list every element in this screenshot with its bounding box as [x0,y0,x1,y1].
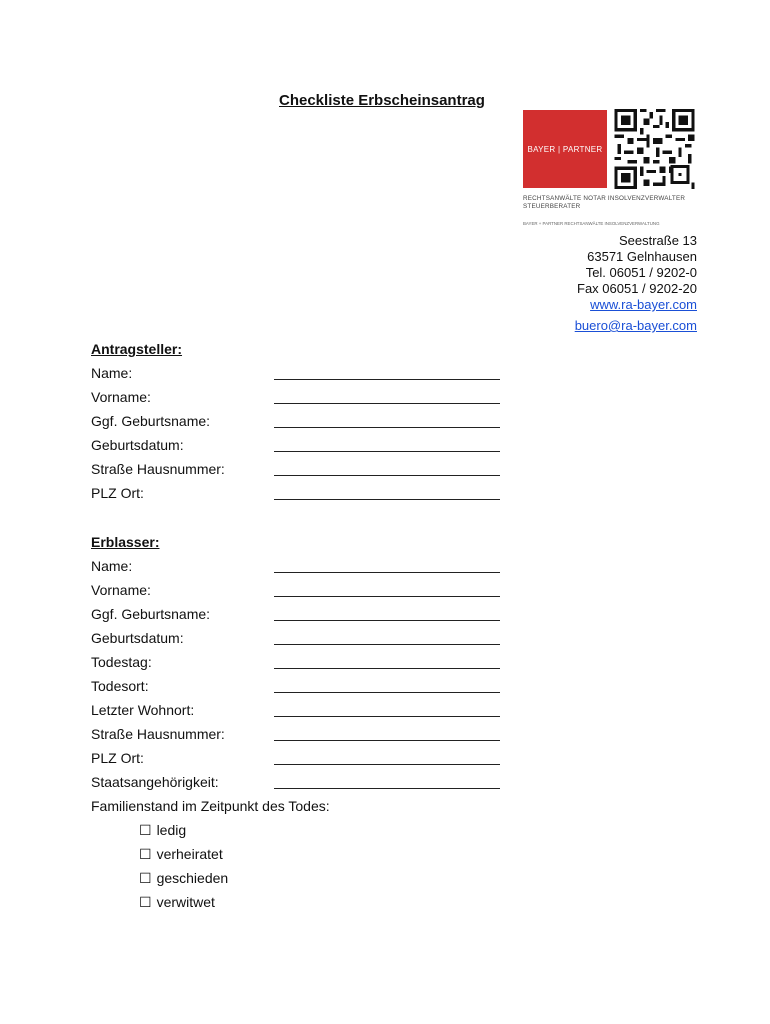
company-logo [523,110,607,188]
input-line[interactable] [274,644,500,645]
form-label: Ggf. Geburtsname: [91,606,211,622]
input-line[interactable] [274,692,500,693]
checkbox-icon[interactable]: ☐ [139,822,152,838]
website-link[interactable]: www.ra-bayer.com [590,297,697,312]
logo-subtitle-small: BAYER + PARTNER RECHTSANWÄLTE INSOLVENZVERWALTUNG [523,221,660,226]
form-label: Letzter Wohnort: [91,702,195,718]
form-label: Vorname: [91,582,151,598]
option-label: ledig [156,822,187,838]
input-line[interactable] [274,427,500,428]
input-line[interactable] [274,403,500,404]
input-line[interactable] [274,451,500,452]
input-line[interactable] [274,620,500,621]
form-label: Todesort: [91,678,149,694]
form-label: PLZ Ort: [91,750,144,766]
checkbox-option[interactable] [139,894,215,911]
email-link[interactable]: buero@ra-bayer.com [574,318,697,333]
form-label: Geburtsdatum: [91,437,184,453]
form-label: Name: [91,365,133,381]
input-line[interactable] [274,596,500,597]
logo-brand-text: BAYER | PARTNER [527,144,603,154]
address-fax: Fax 06051 / 9202-20 [577,281,697,296]
option-label: geschieden [156,870,229,886]
checkbox-icon[interactable]: ☐ [139,894,152,910]
input-line[interactable] [274,572,500,573]
checkbox-option[interactable] [139,846,223,863]
form-label: Straße Hausnummer: [91,461,225,477]
form-label: Straße Hausnummer: [91,726,225,742]
checkbox-option[interactable] [139,822,186,839]
checkbox-icon[interactable]: ☐ [139,846,152,862]
option-label: verwitwet [156,894,215,910]
page-title: Checkliste Erbscheinsantrag [279,92,485,109]
form-label: Name: [91,558,133,574]
form-label: Geburtsdatum: [91,630,184,646]
address-tel: Tel. 06051 / 9202-0 [585,265,697,280]
familienstand-label: Familienstand im Zeitpunkt des Todes: [91,798,330,814]
option-label: verheiratet [156,846,223,862]
input-line[interactable] [274,668,500,669]
antragsteller-heading: Antragsteller: [91,341,183,357]
checkbox-option[interactable] [139,870,228,887]
input-line[interactable] [274,764,500,765]
erblasser-heading: Erblasser: [91,534,160,550]
form-label: Staatsangehörigkeit: [91,774,219,790]
input-line[interactable] [274,475,500,476]
input-line[interactable] [274,716,500,717]
address-city: 63571 Gelnhausen [587,249,697,264]
input-line[interactable] [274,788,500,789]
form-label: PLZ Ort: [91,485,144,501]
address-street: Seestraße 13 [618,233,697,248]
form-label: Vorname: [91,389,151,405]
input-line[interactable] [274,499,500,500]
form-label: Ggf. Geburtsname: [91,413,211,429]
checkbox-icon[interactable]: ☐ [139,870,152,886]
address-block [577,233,697,313]
form-label: Todestag: [91,654,152,670]
input-line[interactable] [274,379,500,380]
input-line[interactable] [274,740,500,741]
qr-code-icon [612,109,697,189]
logo-subtitle: RECHTSANWÄLTE NOTAR INSOLVENZVERWALTER STEUERBERATER [523,195,686,210]
